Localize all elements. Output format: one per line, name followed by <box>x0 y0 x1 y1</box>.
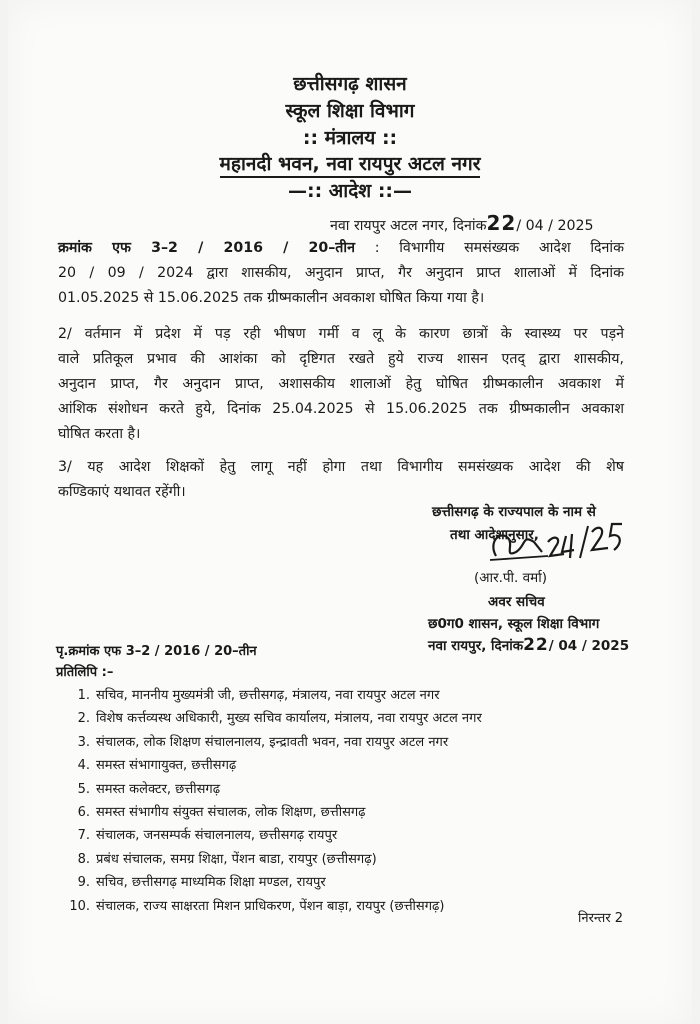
copy-list-item-text: समस्त कलेक्टर, छत्तीसगढ़ <box>96 781 221 797</box>
para3-line2: कण्डिकाएं यथावत रहेंगी। <box>58 484 186 500</box>
header-building-text: महानदी भवन, नवा रायपुर अटल नगर <box>220 153 481 178</box>
copy-list-item-text: समस्त संभागीय संयुक्त संचालक, लोक शिक्षण, छत्तीसगढ़ <box>96 804 366 820</box>
copy-list <box>64 684 604 918</box>
para1-line3: 01.05.2025 से 15.06.2025 तक ग्रीष्मकालीन अवकाश घोषित किया गया है। <box>58 290 485 306</box>
copy-list-item-text: सचिव, माननीय मुख्यमंत्री जी, छत्तीसगढ़, मंत्रालय, नवा रायपुर अटल नगर <box>96 688 440 703</box>
dateline-day: 22 <box>486 211 517 235</box>
continued-marker: निरन्तर 2 <box>578 911 624 926</box>
copy-list-item <box>64 707 604 730</box>
signature-date-prefix: नवा रायपुर, दिनांक <box>428 638 524 654</box>
paragraph-2 <box>58 322 624 447</box>
copy-list-item-text: सचिव, छत्तीसगढ़ माध्यमिक शिक्षा मण्डल, रायपुर <box>96 875 326 891</box>
header-department: स्कूल शिक्षा विभाग <box>285 100 415 122</box>
copy-list-item-text: विशेष कर्त्तव्यस्थ अधिकारी, मुख्य सचिव कार्यालय, मंत्रालय, नवा रायपुर अटल नगर <box>96 711 482 727</box>
header-government: छत्तीसगढ़ शासन <box>293 73 407 95</box>
signature-line2: तथा आदेशानुसार, <box>450 527 539 543</box>
dateline-prefix: नवा रायपुर अटल नगर, दिनांक <box>330 218 487 234</box>
copy-list-item-text: संचालक, राज्य साक्षरता मिशन प्राधिकरण, पेंशन बाड़ा, रायपुर (छत्तीसगढ़) <box>96 898 445 914</box>
header-building <box>8 150 692 176</box>
header-ministry: :: मंत्रालय :: <box>302 127 398 149</box>
signatory-designation: अवर सचिव <box>488 594 545 610</box>
signature-date-day: 22 <box>523 635 549 655</box>
para2-line1: 2/ वर्तमान में प्रदेश में पड़ रही भीषण गर्मी व लू के कारण छात्रों के स्वास्थ्य पर पड़ने <box>58 326 624 342</box>
copy-list-item <box>64 895 604 918</box>
copy-list-item-number: 10. <box>69 898 90 914</box>
document-page <box>8 0 692 1024</box>
order-reference: क्रमांक एफ 3–2 / 2016 / 20–तीन <box>58 240 355 256</box>
para1-line1 <box>58 236 624 261</box>
copy-list-item <box>64 754 604 777</box>
para2-line4: आंशिक संशोधन करते हुये, दिनांक 25.04.2025 से 15.06.2025 तक ग्रीष्मकालीन अवकाश <box>58 401 624 417</box>
signatory-department: छ0ग0 शासन, स्कूल शिक्षा विभाग <box>428 616 600 632</box>
para1-line1-rest: : विभागीय समसंख्यक आदेश दिनांक <box>374 240 624 256</box>
copy-list-item-text: प्रबंध संचालक, समग्र शिक्षा, पेंशन बाडा, रायपुर (छत्तीसगढ़) <box>96 851 377 867</box>
copy-list-item <box>64 731 604 754</box>
signatory-name: (आर.पी. वर्मा) <box>474 570 547 586</box>
copy-list-item <box>64 824 604 847</box>
copy-list-item-number: 8. <box>77 851 90 867</box>
paragraph-3 <box>58 455 624 505</box>
copy-list-item-number: 3. <box>77 734 90 750</box>
copy-list-item-number: 7. <box>77 828 90 844</box>
order-dateline <box>330 211 594 239</box>
copy-list-item-text: संचालक, लोक शिक्षण संचालनालय, इन्द्रावती भवन, नवा रायपुर अटल नगर <box>96 734 449 750</box>
copy-list-item <box>64 871 604 894</box>
copy-list-item <box>64 778 604 801</box>
copy-list-item <box>64 801 604 824</box>
signature-line1: छत्तीसगढ़ के राज्यपाल के नाम से <box>432 504 596 520</box>
para2-line5: घोषित करता है। <box>58 426 141 442</box>
copy-list-item-number: 1. <box>77 688 90 703</box>
signature-date-rest: / 04 / 2025 <box>548 638 630 654</box>
copy-list-item-number: 5. <box>77 781 90 797</box>
copy-list-item <box>64 848 604 871</box>
copy-list-item-text: समस्त संभागायुक्त, छत्तीसगढ़ <box>96 758 237 774</box>
copy-label: प्रतिलिपि :– <box>56 665 114 680</box>
signature-dateline <box>428 635 629 655</box>
para2-line2: वाले प्रतिकूल प्रभाव की आशंका को दृष्टिगत रखते हुये राज्य शासन एतद् द्वारा शासकीय, <box>58 351 624 367</box>
copy-list-item-number: 6. <box>77 804 90 820</box>
para2-line3: अनुदान प्राप्त, गैर अनुदान प्राप्त, अशासकीय शालाओं हेतु घोषित ग्रीष्मकालीन अवकाश में <box>58 376 624 392</box>
header-order: —:: आदेश ::— <box>287 180 413 202</box>
copy-list-item-number: 2. <box>77 711 90 727</box>
endorsement-reference: पृ.क्रमांक एफ 3–2 / 2016 / 20–तीन <box>56 644 257 659</box>
copy-list-item-text: संचालक, जनसम्पर्क संचालनालय, छत्तीसगढ़ रायपुर <box>96 828 338 844</box>
para3-line1: 3/ यह आदेश शिक्षकों हेतु लागू नहीं होगा तथा विभागीय समसंख्यक आदेश की शेष <box>58 459 624 475</box>
dateline-rest: / 04 / 2025 <box>516 218 594 234</box>
para1-line2: 20 / 09 / 2024 द्वारा शासकीय, अनुदान प्राप्त, गैर अनुदान प्राप्त शालाओं में दिनांक <box>58 265 624 281</box>
copy-list-item-number: 9. <box>77 875 90 891</box>
handwritten-signature-image <box>478 512 628 574</box>
copy-list-item <box>64 684 604 707</box>
paragraph-1 <box>58 236 624 311</box>
copy-list-item-number: 4. <box>77 758 90 774</box>
